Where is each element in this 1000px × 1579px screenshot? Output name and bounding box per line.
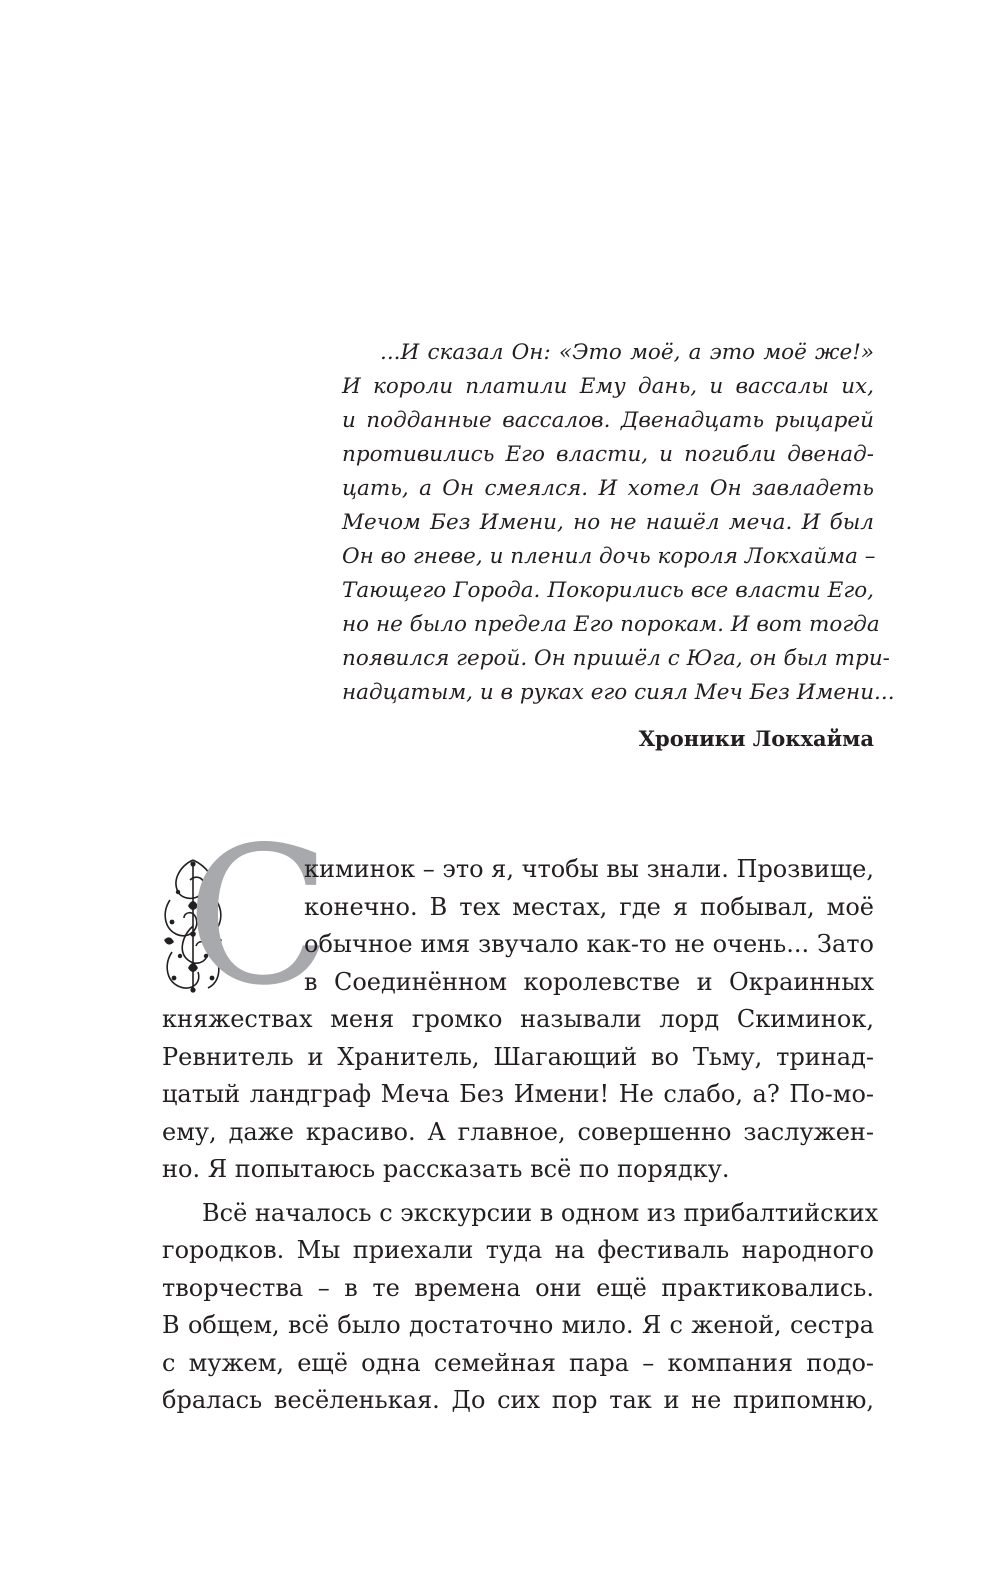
- epigraph-source: Хроники Локхайма: [638, 726, 874, 751]
- text-line: княжествах меня громко называли лорд Скиминок,: [162, 1005, 874, 1033]
- epigraph-line: но не было предела Его порокам. И вот тогда: [342, 612, 880, 637]
- text-line: ему, даже красиво. А главное, совершенно заслужен-: [162, 1117, 874, 1146]
- epigraph-line: появился герой. Он пришёл с Юга, он был три-: [342, 646, 890, 671]
- text-line: В общем, всё было достаточно мило. Я с женой, сестра: [162, 1311, 874, 1339]
- text-line: киминок – это я, чтобы вы знали. Прозвище,: [304, 855, 874, 883]
- epigraph-line: ...И сказал Он: «Это моё, а это моё же!»: [380, 340, 874, 365]
- epigraph-line: и подданные вассалов. Двенадцать рыцарей: [342, 408, 874, 433]
- text-line: Ревнитель и Хранитель, Шагающий во Тьму, тринад-: [162, 1042, 874, 1071]
- drop-cap-letter: С: [186, 806, 332, 1027]
- epigraph-line: надцатым, и в руках его сиял Меч Без Имени...: [342, 680, 895, 705]
- text-line: Всё началось с экскурсии в одном из прибалтийских: [202, 1198, 879, 1227]
- text-line: конечно. В тех местах, где я побывал, моё: [304, 892, 874, 921]
- text-line: обычное имя звучало как-то не очень... Зато: [304, 930, 874, 958]
- epigraph-line: цать, а Он смеялся. И хотел Он завладеть: [342, 476, 874, 501]
- text-line: творчества – в те времена они ещё практиковались.: [162, 1273, 874, 1302]
- text-line: с мужем, ещё одна семейная пара – компания подо-: [162, 1348, 874, 1377]
- epigraph-line: Тающего Города. Покорились все власти Его,: [342, 578, 874, 603]
- epigraph-line: Он во гневе, и пленил дочь короля Локхайма –: [342, 544, 876, 569]
- epigraph-line: противились Его власти, и погибли двенад-: [342, 442, 874, 467]
- text-line: цатый ландграф Меча Без Имени! Не слабо, а? По-мо-: [162, 1080, 874, 1108]
- text-line: бралась весёленькая. До сих пор так и не припомню,: [162, 1386, 874, 1414]
- text-line: городков. Мы приехали туда на фестиваль народного: [162, 1236, 874, 1264]
- chapter-text: [162, 851, 879, 1420]
- epigraph-line: И короли платили Ему дань, и вассалы их,: [342, 374, 874, 399]
- epigraph: [342, 336, 895, 754]
- text-line: но. Я попытаюсь рассказать всё по порядку.: [162, 1155, 730, 1183]
- text-line: в Соединённом королевстве и Окраинных: [304, 967, 874, 996]
- epigraph-line: Мечом Без Имени, но не нашёл меча. И был: [342, 510, 874, 535]
